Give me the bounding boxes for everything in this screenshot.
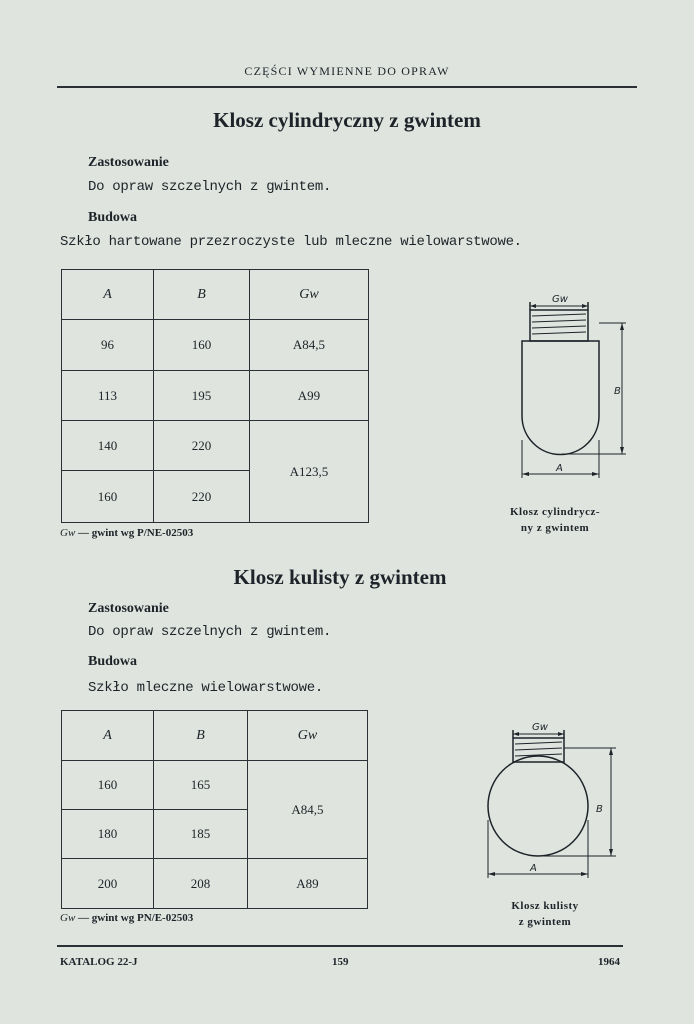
label-b: B bbox=[596, 804, 603, 815]
section2-dimensions-table bbox=[61, 710, 368, 909]
header-rule bbox=[57, 86, 637, 88]
caption-line: Klosz cylindrycz- bbox=[509, 506, 601, 518]
col-header-gw: Gw bbox=[248, 711, 368, 761]
table-row bbox=[62, 761, 368, 810]
label-gw: Gw bbox=[552, 294, 568, 305]
cell-a: 200 bbox=[62, 859, 154, 909]
col-header-a: A bbox=[62, 711, 154, 761]
cell-b: 220 bbox=[154, 421, 250, 471]
section2-caption bbox=[480, 898, 610, 930]
table-row bbox=[62, 421, 369, 471]
footnote-symbol: Gw bbox=[60, 912, 76, 924]
section1-dimensions-table bbox=[61, 269, 369, 523]
section1-usage-text: Do opraw szczelnych z gwintem. bbox=[88, 179, 332, 195]
footnote-text: — gwint wg P/NE-02503 bbox=[78, 527, 194, 539]
footer-rule bbox=[57, 945, 623, 947]
cell-gw: A89 bbox=[248, 859, 368, 909]
spherical-globe-diagram bbox=[480, 720, 620, 880]
cell-gw-merged: A84,5 bbox=[248, 761, 368, 859]
table-row bbox=[62, 859, 368, 909]
footer-year: 1964 bbox=[598, 956, 620, 968]
caption-line: z gwintem bbox=[518, 916, 572, 928]
label-gw: Gw bbox=[532, 722, 548, 733]
cell-b: 160 bbox=[154, 320, 250, 371]
section1-build-heading: Budowa bbox=[88, 210, 138, 225]
running-header: CZĘŚCI WYMIENNE DO OPRAW bbox=[244, 64, 450, 78]
footer-catalog: KATALOG 22-J bbox=[60, 956, 138, 968]
caption-line: Klosz kulisty bbox=[511, 900, 579, 912]
cell-b: 208 bbox=[154, 859, 248, 909]
section1-usage-heading: Zastosowanie bbox=[88, 155, 169, 170]
cell-a: 96 bbox=[62, 320, 154, 371]
footnote-text: — gwint wg PN/E-02503 bbox=[78, 912, 194, 924]
footnote-symbol: Gw bbox=[60, 527, 76, 539]
cell-gw: A99 bbox=[250, 371, 369, 421]
section2-footnote bbox=[60, 912, 193, 924]
section2-build-heading: Budowa bbox=[88, 654, 138, 669]
col-header-gw: Gw bbox=[250, 270, 369, 320]
label-b: B bbox=[614, 386, 621, 397]
cell-a: 160 bbox=[62, 761, 154, 810]
section2-build-text: Szkło mleczne wielowarstwowe. bbox=[88, 680, 323, 696]
col-header-a: A bbox=[62, 270, 154, 320]
col-header-b: B bbox=[154, 711, 248, 761]
cell-b: 220 bbox=[154, 471, 250, 523]
cell-gw: A84,5 bbox=[250, 320, 369, 371]
section1-build-text: Szkło hartowane przezroczyste lub mleczne wielowarstwowe. bbox=[60, 234, 522, 250]
section1-footnote bbox=[60, 527, 193, 539]
section2-title: Klosz kulisty z gwintem bbox=[233, 565, 447, 589]
cell-a: 160 bbox=[62, 471, 154, 523]
caption-line: ny z gwintem bbox=[520, 522, 590, 534]
cylindrical-globe-diagram bbox=[500, 290, 640, 490]
col-header-b: B bbox=[154, 270, 250, 320]
section1-caption bbox=[490, 504, 620, 536]
cell-b: 185 bbox=[154, 810, 248, 859]
footer-page-number: 159 bbox=[332, 956, 349, 968]
section2-usage-heading: Zastosowanie bbox=[88, 601, 169, 616]
label-a: A bbox=[530, 863, 537, 874]
section1-title: Klosz cylindryczny z gwintem bbox=[213, 108, 481, 132]
cell-gw-merged: A123,5 bbox=[250, 421, 369, 523]
cell-a: 140 bbox=[62, 421, 154, 471]
cell-a: 180 bbox=[62, 810, 154, 859]
table-row bbox=[62, 320, 369, 371]
cell-a: 113 bbox=[62, 371, 154, 421]
section2-usage-text: Do opraw szczelnych z gwintem. bbox=[88, 624, 332, 640]
table-row bbox=[62, 371, 369, 421]
cell-b: 195 bbox=[154, 371, 250, 421]
label-a: A bbox=[556, 463, 563, 474]
cell-b: 165 bbox=[154, 761, 248, 810]
